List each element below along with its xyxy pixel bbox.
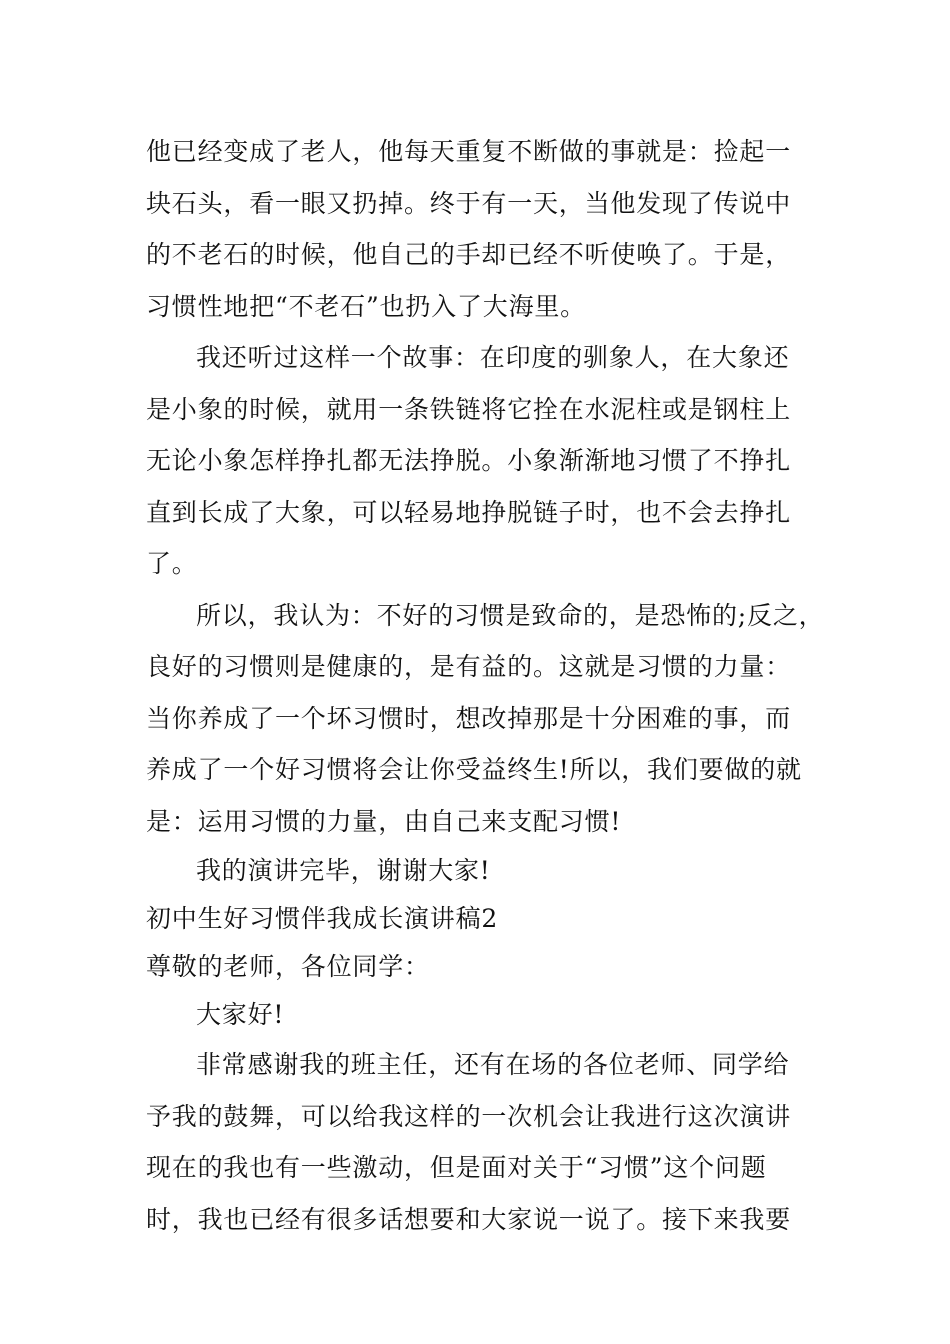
paragraph-old-man-story <box>146 126 816 332</box>
text-line: 他已经变成了老人，他每天重复不断做的事就是：捡起一 <box>146 137 792 166</box>
text-line: 是小象的时候，就用一条铁链将它拴在水泥柱或是钢柱上 <box>146 394 792 424</box>
greeting: 大家好! <box>196 1000 285 1029</box>
text-line: 是：运用习惯的力量，由自己来支配习惯! <box>146 806 622 836</box>
text-line: 当你养成了一个坏习惯时，想改掉那是十分困难的事，而 <box>146 703 792 733</box>
paragraph-elephant-story <box>146 332 816 590</box>
text-line: 我还听过这样一个故事：在印度的驯象人，在大象还 <box>196 343 790 372</box>
document-body <box>146 126 825 1245</box>
text-line: 非常感谢我的班主任，还有在场的各位老师、同学给 <box>196 1050 790 1079</box>
text-line: 现在的我也有一些激动，但是面对关于“习惯”这个问题 <box>146 1153 767 1182</box>
text-line: 直到长成了大象，可以轻易地挣脱链子时，也不会去挣扎 <box>146 497 792 527</box>
text-line: 块石头，看一眼又扔掉。终于有一天，当他发现了传说中 <box>146 188 792 218</box>
text-line: 养成了一个好习惯将会让你受益终生!所以，我们要做的就 <box>146 755 802 784</box>
text-line: 了。 <box>146 549 198 578</box>
closing-line: 我的演讲完毕，谢谢大家! <box>196 856 491 885</box>
paragraph-thanks <box>146 1039 816 1245</box>
text-line: 无论小象怎样挣扎都无法挣脱。小象渐渐地习惯了不挣扎 <box>146 446 792 475</box>
text-line: 时，我也已经有很多话想要和大家说一说了。接下来我要 <box>146 1204 792 1234</box>
text-line: 良好的习惯则是健康的，是有益的。这就是习惯的力量： <box>146 652 792 681</box>
section-title: 初中生好习惯伴我成长演讲稿2 <box>146 904 499 933</box>
salutation: 尊敬的老师，各位同学： <box>146 952 430 981</box>
text-line: 所以，我认为：不好的习惯是致命的，是恐怖的;反之， <box>196 600 825 630</box>
text-line: 的不老石的时候，他自己的手却已经不听使唤了。于是， <box>146 240 792 269</box>
text-line: 习惯性地把“不老石”也扔入了大海里。 <box>146 291 586 321</box>
paragraph-conclusion <box>146 590 825 848</box>
text-line: 予我的鼓舞，可以给我这样的一次机会让我进行这次演讲 <box>146 1101 792 1131</box>
